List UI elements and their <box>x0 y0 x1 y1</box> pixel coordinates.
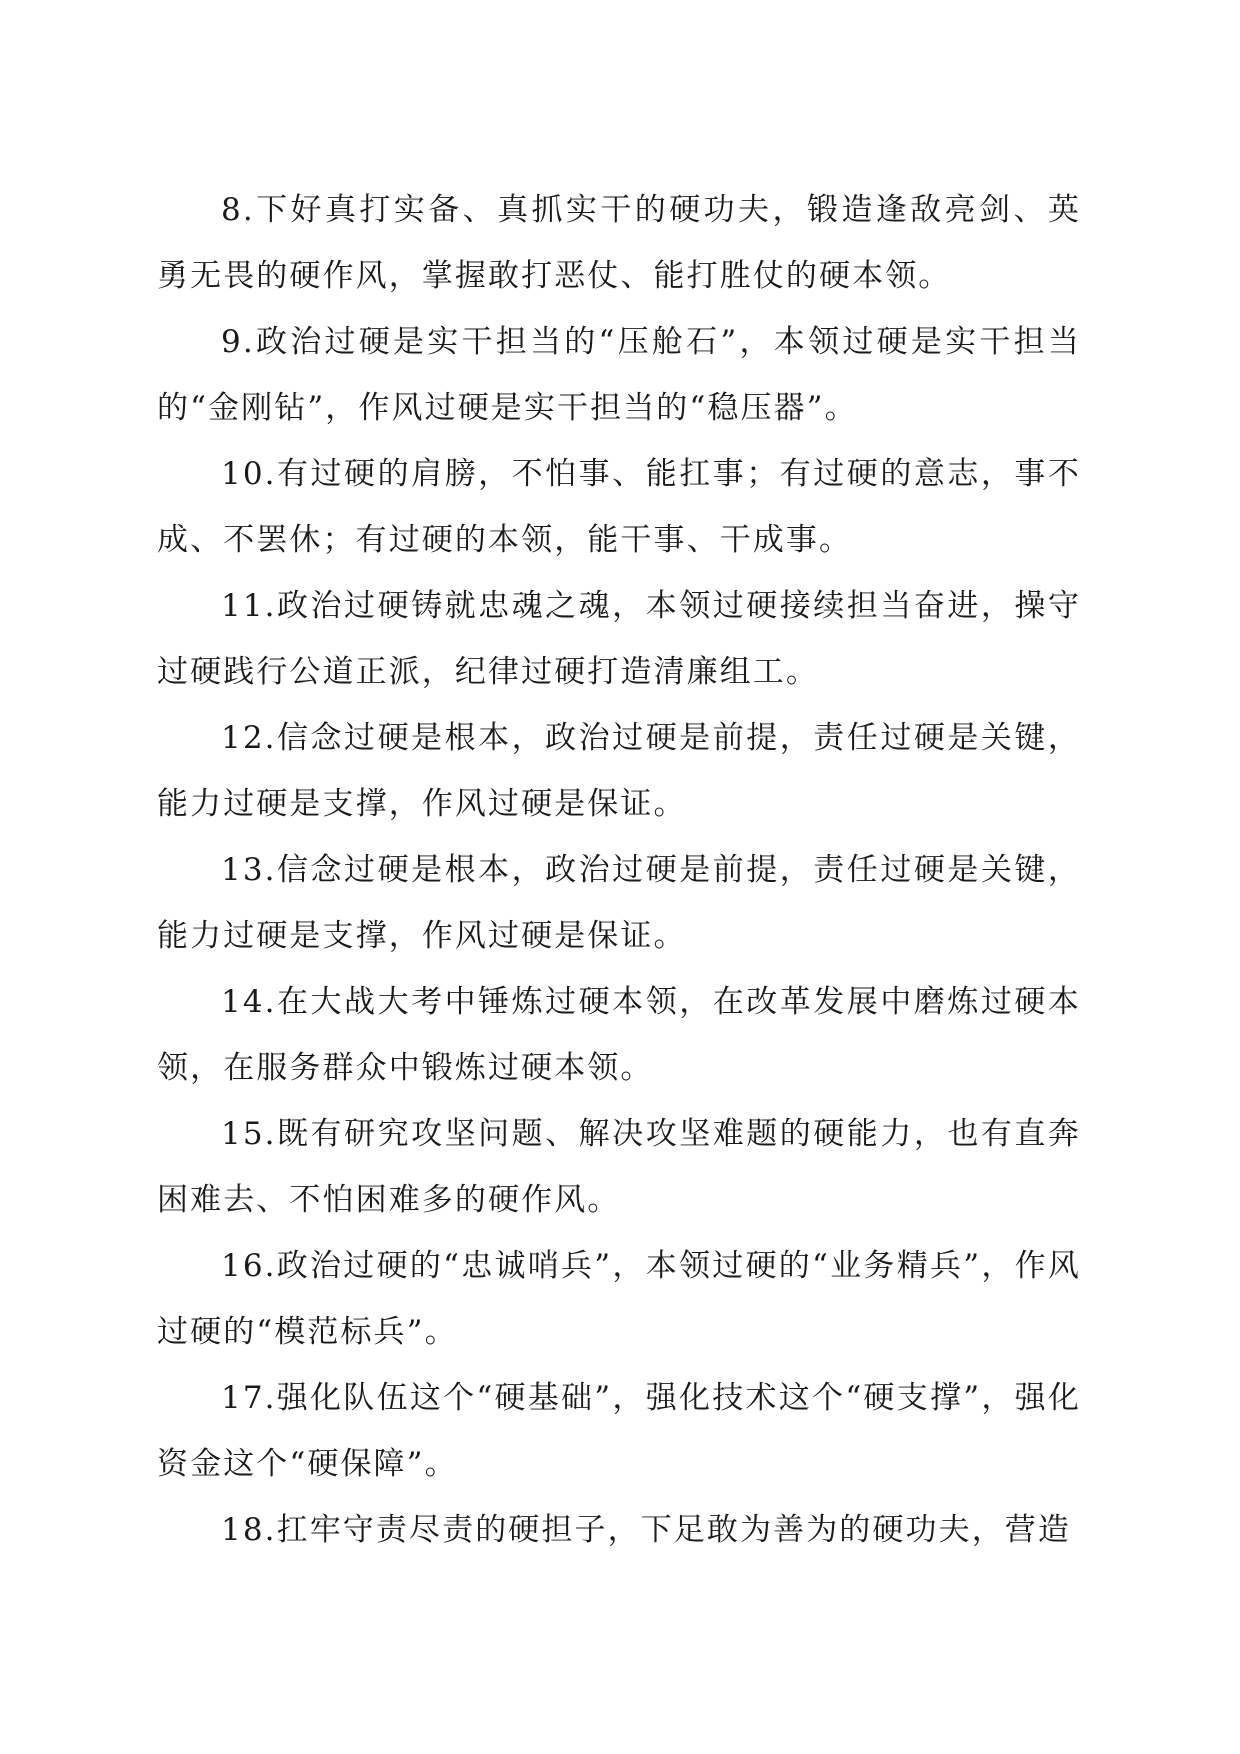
paragraph-item-9: 9.政治过硬是实干担当的“压舱石”，本领过硬是实干担当的“金刚钻”，作风过硬是实干担当的“稳压器”。 <box>157 324 1081 426</box>
paragraph-item-11: 11.政治过硬铸就忠魂之魂，本领过硬接续担当奋进，操守过硬践行公道正派，纪律过硬打造清廉组工。 <box>157 588 1081 690</box>
paragraph-item-14: 14.在大战大考中锤炼过硬本领，在改革发展中磨炼过硬本领，在服务群众中锻炼过硬本领。 <box>157 984 1081 1086</box>
paragraph-item-18: 18.扛牢守责尽责的硬担子，下足敢为善为的硬功夫，营造 <box>221 1512 1071 1548</box>
paragraph-item-8: 8.下好真打实备、真抓实干的硬功夫，锻造逢敌亮剑、英勇无畏的硬作风，掌握敢打恶仗、能打胜仗的硬本领。 <box>157 192 1081 294</box>
paragraph-item-16: 16.政治过硬的“忠诚哨兵”，本领过硬的“业务精兵”，作风过硬的“模范标兵”。 <box>157 1248 1081 1350</box>
paragraph-item-13: 13.信念过硬是根本，政治过硬是前提，责任过硬是关键，能力过硬是支撑，作风过硬是保证。 <box>157 852 1081 954</box>
document-body <box>157 177 1081 1563</box>
paragraph-item-10: 10.有过硬的肩膀，不怕事、能扛事；有过硬的意志，事不成、不罢休；有过硬的本领，能干事、干成事。 <box>157 456 1081 558</box>
paragraph-item-15: 15.既有研究攻坚问题、解决攻坚难题的硬能力，也有直奔困难去、不怕困难多的硬作风。 <box>157 1116 1081 1218</box>
paragraph-item-12: 12.信念过硬是根本，政治过硬是前提，责任过硬是关键，能力过硬是支撑，作风过硬是保证。 <box>157 720 1081 822</box>
paragraph-item-17: 17.强化队伍这个“硬基础”，强化技术这个“硬支撑”，强化资金这个“硬保障”。 <box>157 1380 1081 1482</box>
